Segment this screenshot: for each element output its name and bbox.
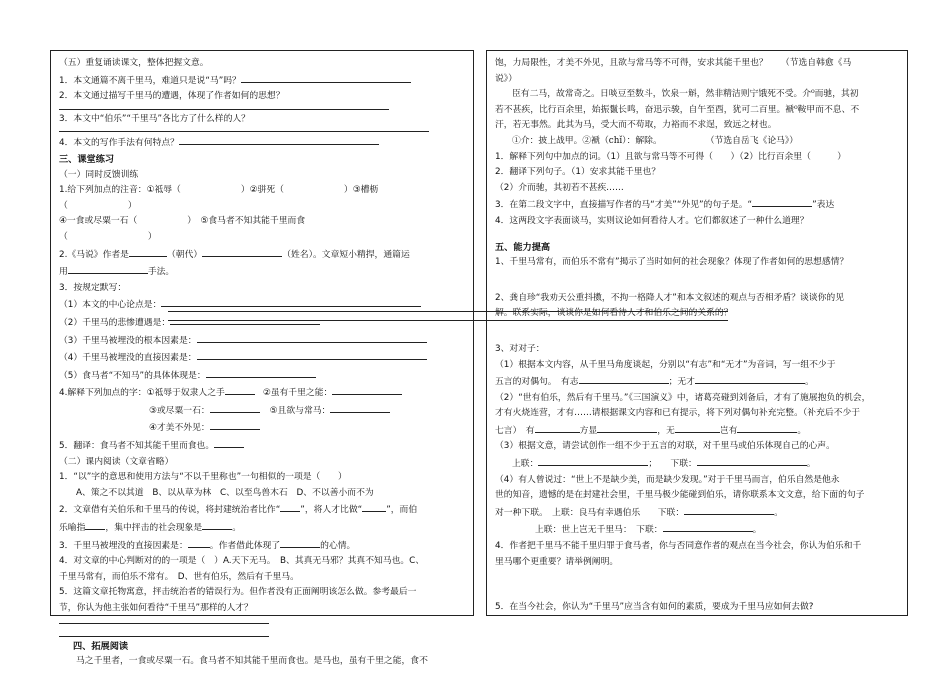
question-2-part-2: （2）介而驰，其初若不甚疾…… xyxy=(495,182,624,193)
reading-q2: 2．文章借有关伯乐和千里马的传说，将封建统治者比作“ ”，将人才比做“ ”，而伯 xyxy=(59,501,467,519)
reading-q4: 4．对文章的中心判断对的的一项是（ ）A.天下无马。 B、其真无马邪？其真不知马也。C、 xyxy=(59,556,425,567)
ability-q3-1-cont: 五言的对偶句。 有志 ；无才 。 xyxy=(495,373,901,391)
answer-blank[interactable] xyxy=(737,422,797,433)
ability-q4: 4．作者把千里马不能千里归罪于食马者，你与否同意作者的观点在当今社会，你认为伯乐和千 xyxy=(495,541,862,552)
ability-q3-4-cont: 世的知音，遗憾的是在封建社会里，千里马极少能碰到伯乐，请你联系本文文意，给下面的句子 xyxy=(495,490,865,501)
ability-q2: 2、龚自珍“我劝天公重抖擞，不拘一格降人才”和本文叙述的观点与否相矛盾？谈谈你的见 xyxy=(495,292,844,303)
horizontal-rule xyxy=(168,320,728,321)
answer-blank[interactable] xyxy=(197,332,427,343)
left-page xyxy=(50,50,474,667)
exercise-1-cont: （ ） xyxy=(59,200,137,211)
reading-text-line: 饱，力局限性，才美不外见，且欲与常马等不可得，安求其能千里也？ （节选自韩愈《马 xyxy=(495,58,852,68)
answer-blank[interactable] xyxy=(197,349,427,360)
footnote: ①介：披上战甲。②褫（chǐ）：解除。 （节选自岳飞《论马》） xyxy=(512,135,799,146)
ability-q3-3-cont: 上联： ； 下联： 。 xyxy=(495,455,901,473)
answer-blank[interactable] xyxy=(280,537,320,548)
exercise-1-cont3: （ ） xyxy=(59,231,157,242)
answer-blank[interactable] xyxy=(579,373,669,384)
question-1: 1．解释下列句中加点的词。（1）且欲与常马等不可得（ ）（2）比行百余里（ ） xyxy=(495,151,847,162)
subsection-1-title: （一）同时反馈训练 xyxy=(59,169,139,180)
exercise-3-1: （1）本文的中心论点是： xyxy=(59,296,467,314)
ability-q3-3: （3）根据文意，请尝试创作一组不少于五言的对联，对千里马或伯乐体现自己的心声。 xyxy=(495,441,835,452)
exercise-3-4: （4）千里马被埋没的直接因素是： xyxy=(59,349,467,367)
answer-blank[interactable] xyxy=(280,501,300,512)
answer-blank[interactable] xyxy=(663,521,753,532)
question-3: 3．本文中“伯乐”“千里马”各比方了什么样的人？ xyxy=(59,113,250,124)
answer-blank[interactable] xyxy=(675,422,720,433)
answer-blank[interactable] xyxy=(225,384,255,395)
reading-text-line: 说》） xyxy=(495,73,517,84)
ability-q4-cont: 里马哪个更重要？请举例阐明。 xyxy=(495,556,619,567)
answer-blank[interactable] xyxy=(241,72,411,83)
ability-q1: 1、千里马常有，而伯乐不常有”揭示了当时如何的社会现象？体现了作者如何的思想感情？ xyxy=(495,257,849,268)
answer-line[interactable] xyxy=(59,109,389,110)
ability-q3-4: （4）有人曾说过：“世上不是缺少美，而是缺少发现。”对于千里马而言，伯乐自然是他永 xyxy=(495,474,840,485)
answer-blank[interactable] xyxy=(206,367,316,378)
answer-blank[interactable] xyxy=(330,402,390,413)
exercise-2-cont: 用 手法。 xyxy=(59,263,467,281)
ability-q2-cont: 解。联系实际，谈谈你是如何看待人才和伯乐之间的关系的？ xyxy=(495,308,733,319)
answer-blank[interactable] xyxy=(85,519,105,530)
answer-line[interactable] xyxy=(59,131,429,132)
section-4-title: 四、拓展阅读 xyxy=(73,640,129,652)
answer-blank[interactable] xyxy=(332,384,402,395)
answer-line[interactable] xyxy=(59,623,269,624)
reading-q3: 3．千里马被埋没的直接因素是： 。作者借此体现了 的心情。 xyxy=(59,537,467,555)
ability-q3-4-cont2: 对一种下联。 上联：良马有幸遇伯乐 下联： 。 xyxy=(495,504,901,522)
ability-q3-2-cont: 才有火烧连营，才有……请根据课文内容和已有提示，将下列对偶句补充完整。（补充后不少于 xyxy=(495,408,861,419)
answer-blank[interactable] xyxy=(752,196,812,207)
exercise-5: 5．翻译：食马者不知其能千里而食也。 xyxy=(59,437,467,455)
ability-q5: 5．在当今社会，你认为“千里马”应当含有如何的素质，要成为千里马应如何去做? xyxy=(495,602,814,613)
section-3-title: 三、课堂练习 xyxy=(59,153,115,165)
answer-blank[interactable] xyxy=(68,263,148,274)
reading-text-line: 汗，若无事然。此其为马，受大而不苟取，力裕而不求逞，致远之材也。 xyxy=(495,120,777,131)
section-5-title: 五、能力提高 xyxy=(495,241,551,253)
answer-blank[interactable] xyxy=(214,437,244,448)
exercise-4: 4.解释下列加点的字：①祗辱于奴隶人之手 ②虽有千里之能： xyxy=(59,384,467,402)
answer-blank[interactable] xyxy=(684,504,774,515)
exercise-1: 1.给下列加点的注音：①祗辱（ ）②骈死（ ）③槽枥 xyxy=(59,185,379,196)
answer-blank[interactable] xyxy=(129,246,167,257)
reading-q1: 1．“以”字的意思和使用方法与“不以千里称也”一句相似的一项是（ ） xyxy=(59,472,347,483)
reading-q5-cont: 节，你认为他主张如何看待“千里马”那样的人才？ xyxy=(59,603,253,613)
answer-line[interactable] xyxy=(59,636,269,637)
answer-blank[interactable] xyxy=(188,537,210,548)
right-page xyxy=(486,50,908,616)
question-1: 1．本文通篇不离千里马，难道只是说“马”吗？ xyxy=(59,72,467,90)
subsection-2-title: （二）课内阅读（文章省略） xyxy=(59,456,174,467)
exercise-2: 2.《马说》作者是 （朝代） （姓名）。文章短小精捍，通篇运 xyxy=(59,246,467,264)
answer-blank[interactable] xyxy=(210,419,260,430)
horizontal-rule xyxy=(168,311,728,312)
ability-q3-1: （1）根据本文内容，从千里马角度谈起，分别以“有志”和“无才”为音词，写一组不少于 xyxy=(495,359,836,370)
exercise-3-2: （2）千里马的悲惨遭遇是： xyxy=(59,314,467,332)
answer-blank[interactable] xyxy=(695,373,805,384)
exercise-3-5: （5）食马者“不知马”的具体体现是： xyxy=(59,367,467,385)
exercise-4-cont: ③或尽粟一石： ⑤且欲与常马： xyxy=(59,402,467,420)
answer-blank[interactable] xyxy=(202,246,282,257)
reading-q4-cont: 千里马常有，而伯乐不常有。 D、世有伯乐，然后有千里马。 xyxy=(59,571,299,582)
question-2: 2．本文通过描写千里马的遭遇，体现了作者如何的思想？ xyxy=(59,91,285,102)
ability-q3: 3、对对子： xyxy=(495,343,545,354)
question-3: 3．在第二段文字中，直接描写作者的马“才美”“外见”的句子是。“ ”表达 xyxy=(495,196,901,214)
ability-q3-2-cont2: 七言） 有 方显 ，无 岂有 。 xyxy=(495,422,901,440)
reading-text-line: 若不甚疾，比行百余里，始振鬣长鸣，奋迅示骏，自午至酉，犹可二百里。褫⁰鞍甲而不息、不 xyxy=(495,104,860,115)
ability-q3-4-cont3: 上联：世上岂无千里马： 下联： 。 xyxy=(495,521,901,539)
question-2: 2．翻译下列句子。（1）安求其能千里也？ xyxy=(495,167,661,178)
ability-q3-2: （2）“世有伯乐，然后有千里马。”《三国演义》中，诸葛亮碰到刘备后，才有了施展抱负的机会， xyxy=(495,392,871,403)
answer-blank[interactable] xyxy=(535,422,580,433)
answer-blank[interactable] xyxy=(210,402,260,413)
question-4: 4．这两段文字表面谈马，实则议论如何看待人才。它们都叙述了一种什么道理？ xyxy=(495,215,809,226)
answer-blank[interactable] xyxy=(597,422,657,433)
extended-reading-text: 马之千里者，一食或尽粟一石。食马者不知其能千里而食也。是马也，虽有千里之能，食不 xyxy=(76,656,428,667)
reading-q1-options: A、策之不以其道 B、以从草为林 C、以至鸟兽木石 D、不以善小而不为 xyxy=(76,487,374,498)
answer-blank[interactable] xyxy=(161,296,421,307)
question-4: 4．本文的写作手法有何特点？ xyxy=(59,134,467,152)
answer-blank[interactable] xyxy=(538,455,648,466)
reading-q2-cont: 乐喻指 ，集中抨击的社会现象是 。 xyxy=(59,519,467,537)
answer-blank[interactable] xyxy=(697,455,807,466)
exercise-4-cont2: ④才美不外见： xyxy=(59,419,467,437)
reading-q5: 5．这篇文章托物寓意，抨击统治者的错误行为。但作者没有正面阐明该怎么做。参考最后一 xyxy=(59,587,417,598)
section-5-title: （五）重复诵读课文，整体把握文意。 xyxy=(59,58,209,68)
exercise-3: 3．按规定默写： xyxy=(59,282,127,293)
answer-blank[interactable] xyxy=(202,519,232,530)
exercise-3-3: （3）千里马被埋没的根本因素是： xyxy=(59,332,467,350)
exercise-1-cont2: ④一食或尽粟一石（ ） ⑤食马者不知其能千里而食 xyxy=(59,216,306,227)
answer-blank[interactable] xyxy=(362,501,386,512)
answer-blank[interactable] xyxy=(179,134,379,145)
reading-text-line: 臣有二马，故常奇之。日啖豆至数斗，饮泉一斛，然非精洁则宁饿死不受。介⁰而驰，其初 xyxy=(512,89,859,100)
